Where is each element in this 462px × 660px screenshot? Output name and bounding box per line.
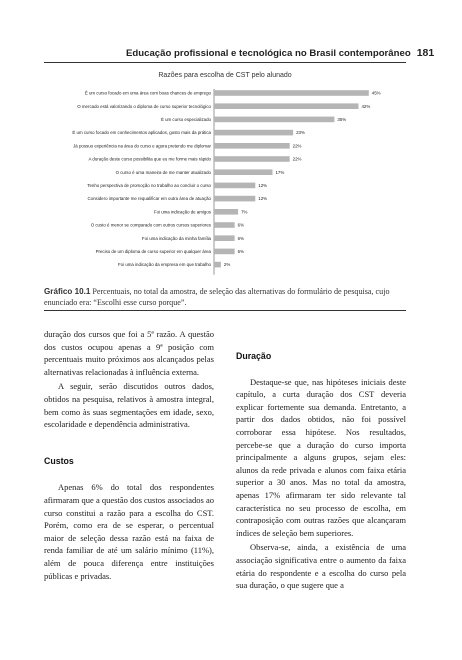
value-label: 22% — [292, 143, 302, 149]
category-label: O curso é uma maneira de me manter atualizado — [115, 169, 211, 175]
bar-chart — [0, 0, 462, 290]
category-label: Foi uma indicação da empresa em que trabalho — [118, 262, 211, 268]
value-label: 45% — [371, 90, 381, 96]
bar — [214, 196, 255, 202]
bar — [214, 156, 290, 162]
value-label: 6% — [237, 249, 244, 254]
category-label: Tenho perspectiva de promoção no trabalho ao concluir o curso — [87, 183, 211, 188]
bar — [214, 103, 358, 109]
value-label: 22% — [292, 156, 302, 162]
left-paragraph-3: Apenas 6% do total dos respondentes afirmaram que a questão dos custos associados ao curso constitui a razão para a escolha do CST. Porém, como era de se esperar, o percentual maior de seleção dessa razão está na faixa de renda familiar de até um salário mínimo (11%), além de pouca diferença entre instituições públicas e privadas. — [44, 482, 214, 581]
caption-label: Gráfico 10.1 — [44, 287, 91, 296]
caption-rule — [44, 310, 406, 311]
value-label: 42% — [361, 103, 371, 109]
left-column — [44, 328, 214, 582]
bar — [214, 117, 334, 123]
left-paragraph-2: A seguir, serão discutidos outros dados, obtidos na pesquisa, relativos à amostra integral, bem como às suas segmentações em idade, sexo, escolaridade e dependência administrativa. — [44, 381, 214, 430]
bar — [214, 90, 369, 96]
category-label: A duração deste curso possibilita que eu me forme mais rápido — [88, 156, 211, 162]
section-heading-custos: Custos — [44, 455, 74, 466]
value-label: 12% — [258, 183, 268, 188]
figure-caption — [44, 287, 406, 308]
value-label: 6% — [237, 235, 244, 241]
value-label: 6% — [237, 222, 244, 228]
right-paragraph-2: Observa-se, ainda, a existência de uma associação significativa entre o aumento da faixa etária do respondente e a escolha do curso pela sua duração, o que sugere que a — [236, 542, 406, 591]
value-label: 2% — [223, 262, 231, 268]
bar — [214, 143, 290, 149]
value-label: 12% — [258, 196, 268, 202]
bar — [214, 262, 221, 268]
value-label: 7% — [241, 209, 248, 215]
category-label: Já possuo experiência na área do curso e agora pretendo me diplomar — [73, 143, 211, 149]
page-number: 181 — [416, 47, 435, 59]
running-title: Educação profissional e tecnológica no Brasil contemporâneo — [126, 48, 411, 59]
category-label: O mercado está valorizando o diploma de curso superior tecnológico — [77, 103, 211, 109]
bar — [214, 183, 255, 189]
caption-text: Percentuais, no total da amostra, de seleção das alternativas do formulário de pesquisa, cujo enunciado era: “Escolhi esse curso porque”. — [44, 287, 390, 307]
category-label: Foi uma indicação de amigos — [153, 209, 211, 215]
chart-title: Razões para escolha de CST pelo alunado — [158, 72, 292, 79]
right-paragraph-1: Destaque-se que, nas hipóteses iniciais deste capítulo, a curta duração dos CST deveria explicar fortemente sua demanda. Entretanto, a partir dos dados obtidos, não foi possível corroborar essa hipótese. Nos resultados, percebe-se que a duração do curso importa principalmente a alguns grupos, sejam eles: alunos da rede privada e alunos com faixa etária superior a 30 anos. Mas no total da amostra, apenas 17% afirmaram ter sido relevante tal característica no seu processo de escolha, em contraposição com outras razões que alcançaram índices de seleção bem superiores. — [236, 376, 406, 538]
value-label: 35% — [337, 117, 347, 122]
category-label: O custo é menor se comparado com outros cursos superiores — [90, 222, 211, 228]
section-heading-duracao: Duração — [236, 351, 272, 361]
bar — [214, 209, 238, 215]
category-label: É um curso especializado — [160, 117, 211, 122]
category-label: Considero importante me requalificar em outra área de atuação — [87, 196, 211, 202]
category-label: É um curso focado em conhecimentos aplicados, gosto mais da prática — [72, 130, 211, 136]
left-paragraph-1: duração dos cursos que foi a 5ª razão. A questão dos custos ocupou apenas a 9ª posição com percentuais muito próximos aos alcançados pelas alternativas relacionadas à influência externa. — [44, 329, 214, 377]
value-label: 23% — [296, 130, 305, 136]
bar — [214, 222, 235, 228]
bar — [214, 130, 293, 136]
category-label: Preciso de um diploma de curso superior em qualquer área — [95, 249, 211, 254]
bar — [214, 169, 272, 175]
value-label: 17% — [275, 169, 285, 175]
category-label: É um curso focado em uma área com boas chances de emprego — [84, 90, 211, 96]
bar — [214, 249, 235, 255]
category-label: Foi uma indicação da minha família — [141, 235, 211, 241]
right-column — [236, 350, 406, 592]
bar — [214, 235, 235, 241]
